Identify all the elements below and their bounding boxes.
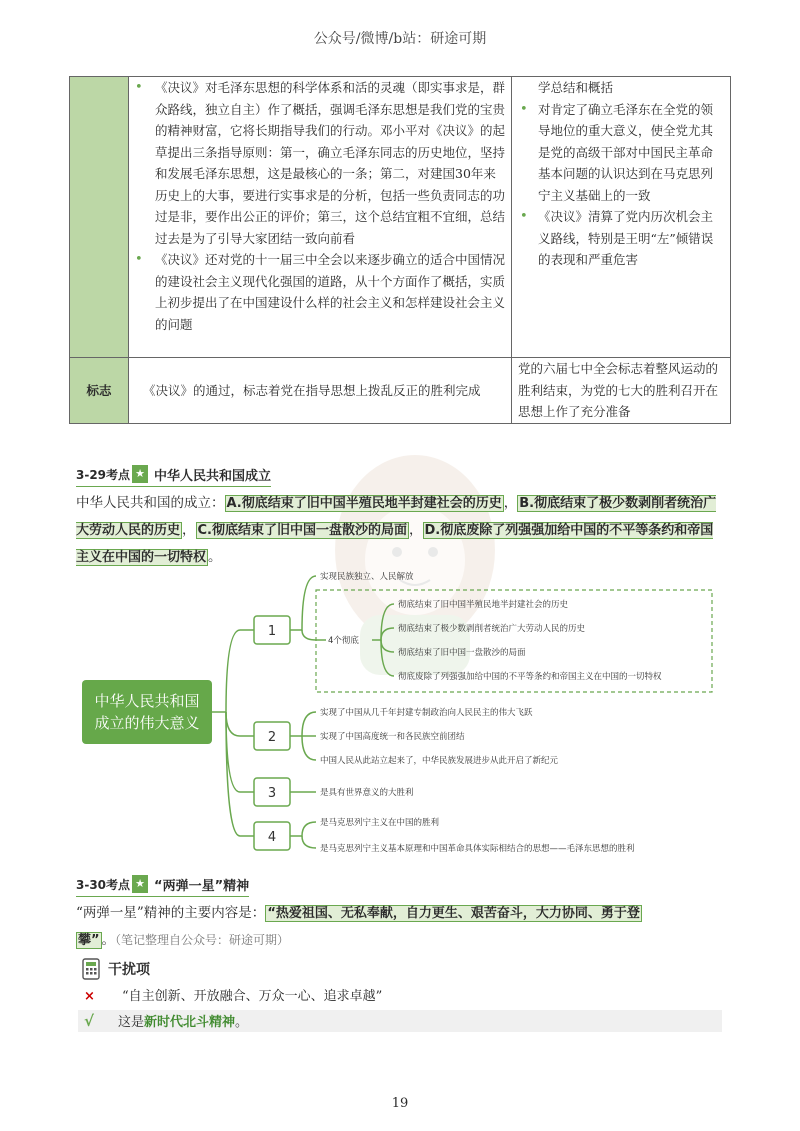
right-end: 。 — [235, 1015, 249, 1030]
mind-map — [76, 560, 726, 860]
section-name: “两弹一星”精神 — [154, 878, 250, 894]
table-label-cell-empty — [70, 77, 129, 358]
branch-leaf: 是具有世界意义的大胜利 — [320, 788, 414, 798]
answer-highlight: 攀” — [78, 933, 100, 948]
branch-leaf: 实现民族独立、人民解放 — [320, 572, 414, 582]
list-item: • 对肯定了确立毛泽东在全党的领导地位的重大意义，使全党尤其是党的高级干部对中国民主革命基本问题的认识达到在马克思列宁主义基础上的一致 — [516, 99, 724, 207]
table-right-cell — [512, 358, 731, 424]
sub-item: 彻底结束了旧中国半殖民地半封建社会的历史 — [398, 600, 569, 610]
wrong-text: “自主创新、开放融合、万众一心、追求卓越” — [122, 989, 383, 1004]
distractor-right-row — [78, 1010, 722, 1032]
branch-number: 3 — [267, 786, 277, 801]
source-note: （笔记整理自公众号：研途可期） — [115, 933, 290, 947]
answer-highlight: “热爱祖国、无私奉献，自力更生、艰苦奋斗，大力协同、勇于登 — [267, 906, 640, 921]
list-item: • 《决议》还对党的十一届三中全会以来逐步确立的适合中国情况的建设社会主义现代化强国的道路，从十个方面作了概括，实质上初步提出了在中国建设什么样的社会主义和怎样建设社会主义的问题 — [129, 249, 505, 335]
check-mark-icon: √ — [84, 1012, 95, 1030]
list-item: • 《决议》清算了党内历次机会主义路线，特别是王明“左”倾错误的表现和严重危害 — [516, 206, 724, 271]
star-icon: ★ — [132, 465, 148, 483]
right-prefix: 这是 — [118, 1015, 145, 1030]
branch-leaf: 实现了中国高度统一和各民族空前团结 — [320, 732, 465, 742]
section-number: 3-29考点 — [76, 467, 131, 482]
mindmap-root-line2: 成立的伟大意义 — [94, 714, 200, 732]
star-icon: ★ — [132, 875, 148, 893]
list-item: • 《决议》对毛泽东思想的科学体系和活的灵魂（即实事求是，群众路线，独立自主）作了概括，强调毛泽东思想是我们党的宝贵的精神财富，它将长期指导我们的行动。邓小平对《决议》的起草提出三条指导原则：第一，确立毛泽东同志的历史地位，坚持和发展毛泽东思想，这是最核心的一条；第二，对建国30年来历史上的大事，要进行实事求是的分析，包括一些负责同志的功过是非，要作出公正的评价；第三，这个总结宜粗不宜细，总结过去是为了引导大家团结一致向前看 — [129, 77, 505, 249]
right-bold-text: 新时代北斗精神 — [144, 1015, 236, 1030]
punct: 。 — [208, 549, 222, 565]
branch-leaf: 是马克思列宁主义在中国的胜利 — [320, 818, 440, 828]
mindmap-branch-1 — [254, 571, 712, 692]
table-row — [70, 77, 731, 358]
table-label-cell: 标志 — [70, 358, 129, 424]
table-row — [70, 358, 731, 424]
branch-leaf: 实现了中国从几千年封建专制政治向人民民主的伟大飞跃 — [320, 708, 533, 718]
page-header: 公众号/微博/b站：研途可期 — [313, 31, 487, 47]
branch-number: 2 — [267, 730, 277, 745]
sub-item: 彻底结束了旧中国一盘散沙的局面 — [398, 648, 526, 658]
distractor-wrong-row — [78, 986, 722, 1008]
answer-highlight: A.彻底结束了旧中国半殖民地半封建社会的历史 — [226, 496, 502, 511]
branch-number: 4 — [267, 830, 277, 845]
sub-item: 彻底结束了极少数剥削者统治广大劳动人民的历史 — [398, 624, 586, 634]
mindmap-root-line1: 中华人民共和国 — [94, 692, 200, 710]
mindmap-root-box — [82, 680, 212, 744]
branch-leaf: 是马克思列宁主义基本原理和中国革命具体实际相结合的思想——毛泽东思想的胜利 — [320, 844, 635, 854]
table-mid-cell — [129, 358, 512, 424]
intro-text: 中华人民共和国的成立： — [76, 495, 225, 511]
section-3-29-paragraph — [76, 490, 726, 571]
table-right-cell — [512, 77, 731, 358]
answer-highlight: D.彻底废除了列强强加给中国的不平等条约和帝国主义在中国的一切特权 — [76, 523, 714, 565]
punct: ， — [503, 495, 518, 511]
section-title-3-30 — [76, 872, 249, 897]
branch-leaf: 中国人民从此站立起来了，中华民族发展进步从此开启了新纪元 — [320, 756, 559, 766]
section-number: 3-30考点 — [76, 877, 131, 892]
comparison-table — [69, 76, 731, 424]
section-name: 中华人民共和国成立 — [154, 468, 272, 484]
section-3-30-paragraph — [76, 900, 726, 954]
mindmap-branch-3 — [254, 778, 414, 806]
table-mid-cell — [129, 77, 512, 358]
distractor-title — [80, 958, 150, 980]
punct: ， — [182, 522, 196, 538]
cell-text: 党的六届七中全会标志着整风运动的胜利结束，为党的七大的胜利召开在思想上作了充分准备 — [518, 361, 719, 419]
right-lead-text: 学总结和概括 — [538, 80, 614, 95]
sub-item: 彻底废除了列强强加给中国的不平等条约和帝国主义在中国的一切特权 — [398, 672, 662, 682]
branch-sub-label: 4个彻底 — [328, 636, 359, 646]
cell-text: 《决议》的通过，标志着党在指导思想上拨乱反正的胜利完成 — [143, 382, 481, 398]
punct: ， — [409, 522, 423, 538]
answer-highlight: C.彻底结束了旧中国一盘散沙的局面 — [197, 523, 407, 538]
wrong-mark-icon: × — [84, 989, 95, 1004]
intro-text: “两弹一星”精神的主要内容是： — [76, 905, 266, 921]
calculator-icon — [80, 958, 102, 980]
distractor-title-text: 干扰项 — [108, 962, 150, 978]
branch-number: 1 — [267, 624, 277, 639]
page-number: 19 — [391, 1096, 409, 1111]
section-title-3-29 — [76, 462, 271, 487]
answer-highlight: B.彻底结束了极少数剥削者统治广大劳动人民的历史 — [76, 496, 717, 538]
punct: 。 — [101, 932, 116, 948]
